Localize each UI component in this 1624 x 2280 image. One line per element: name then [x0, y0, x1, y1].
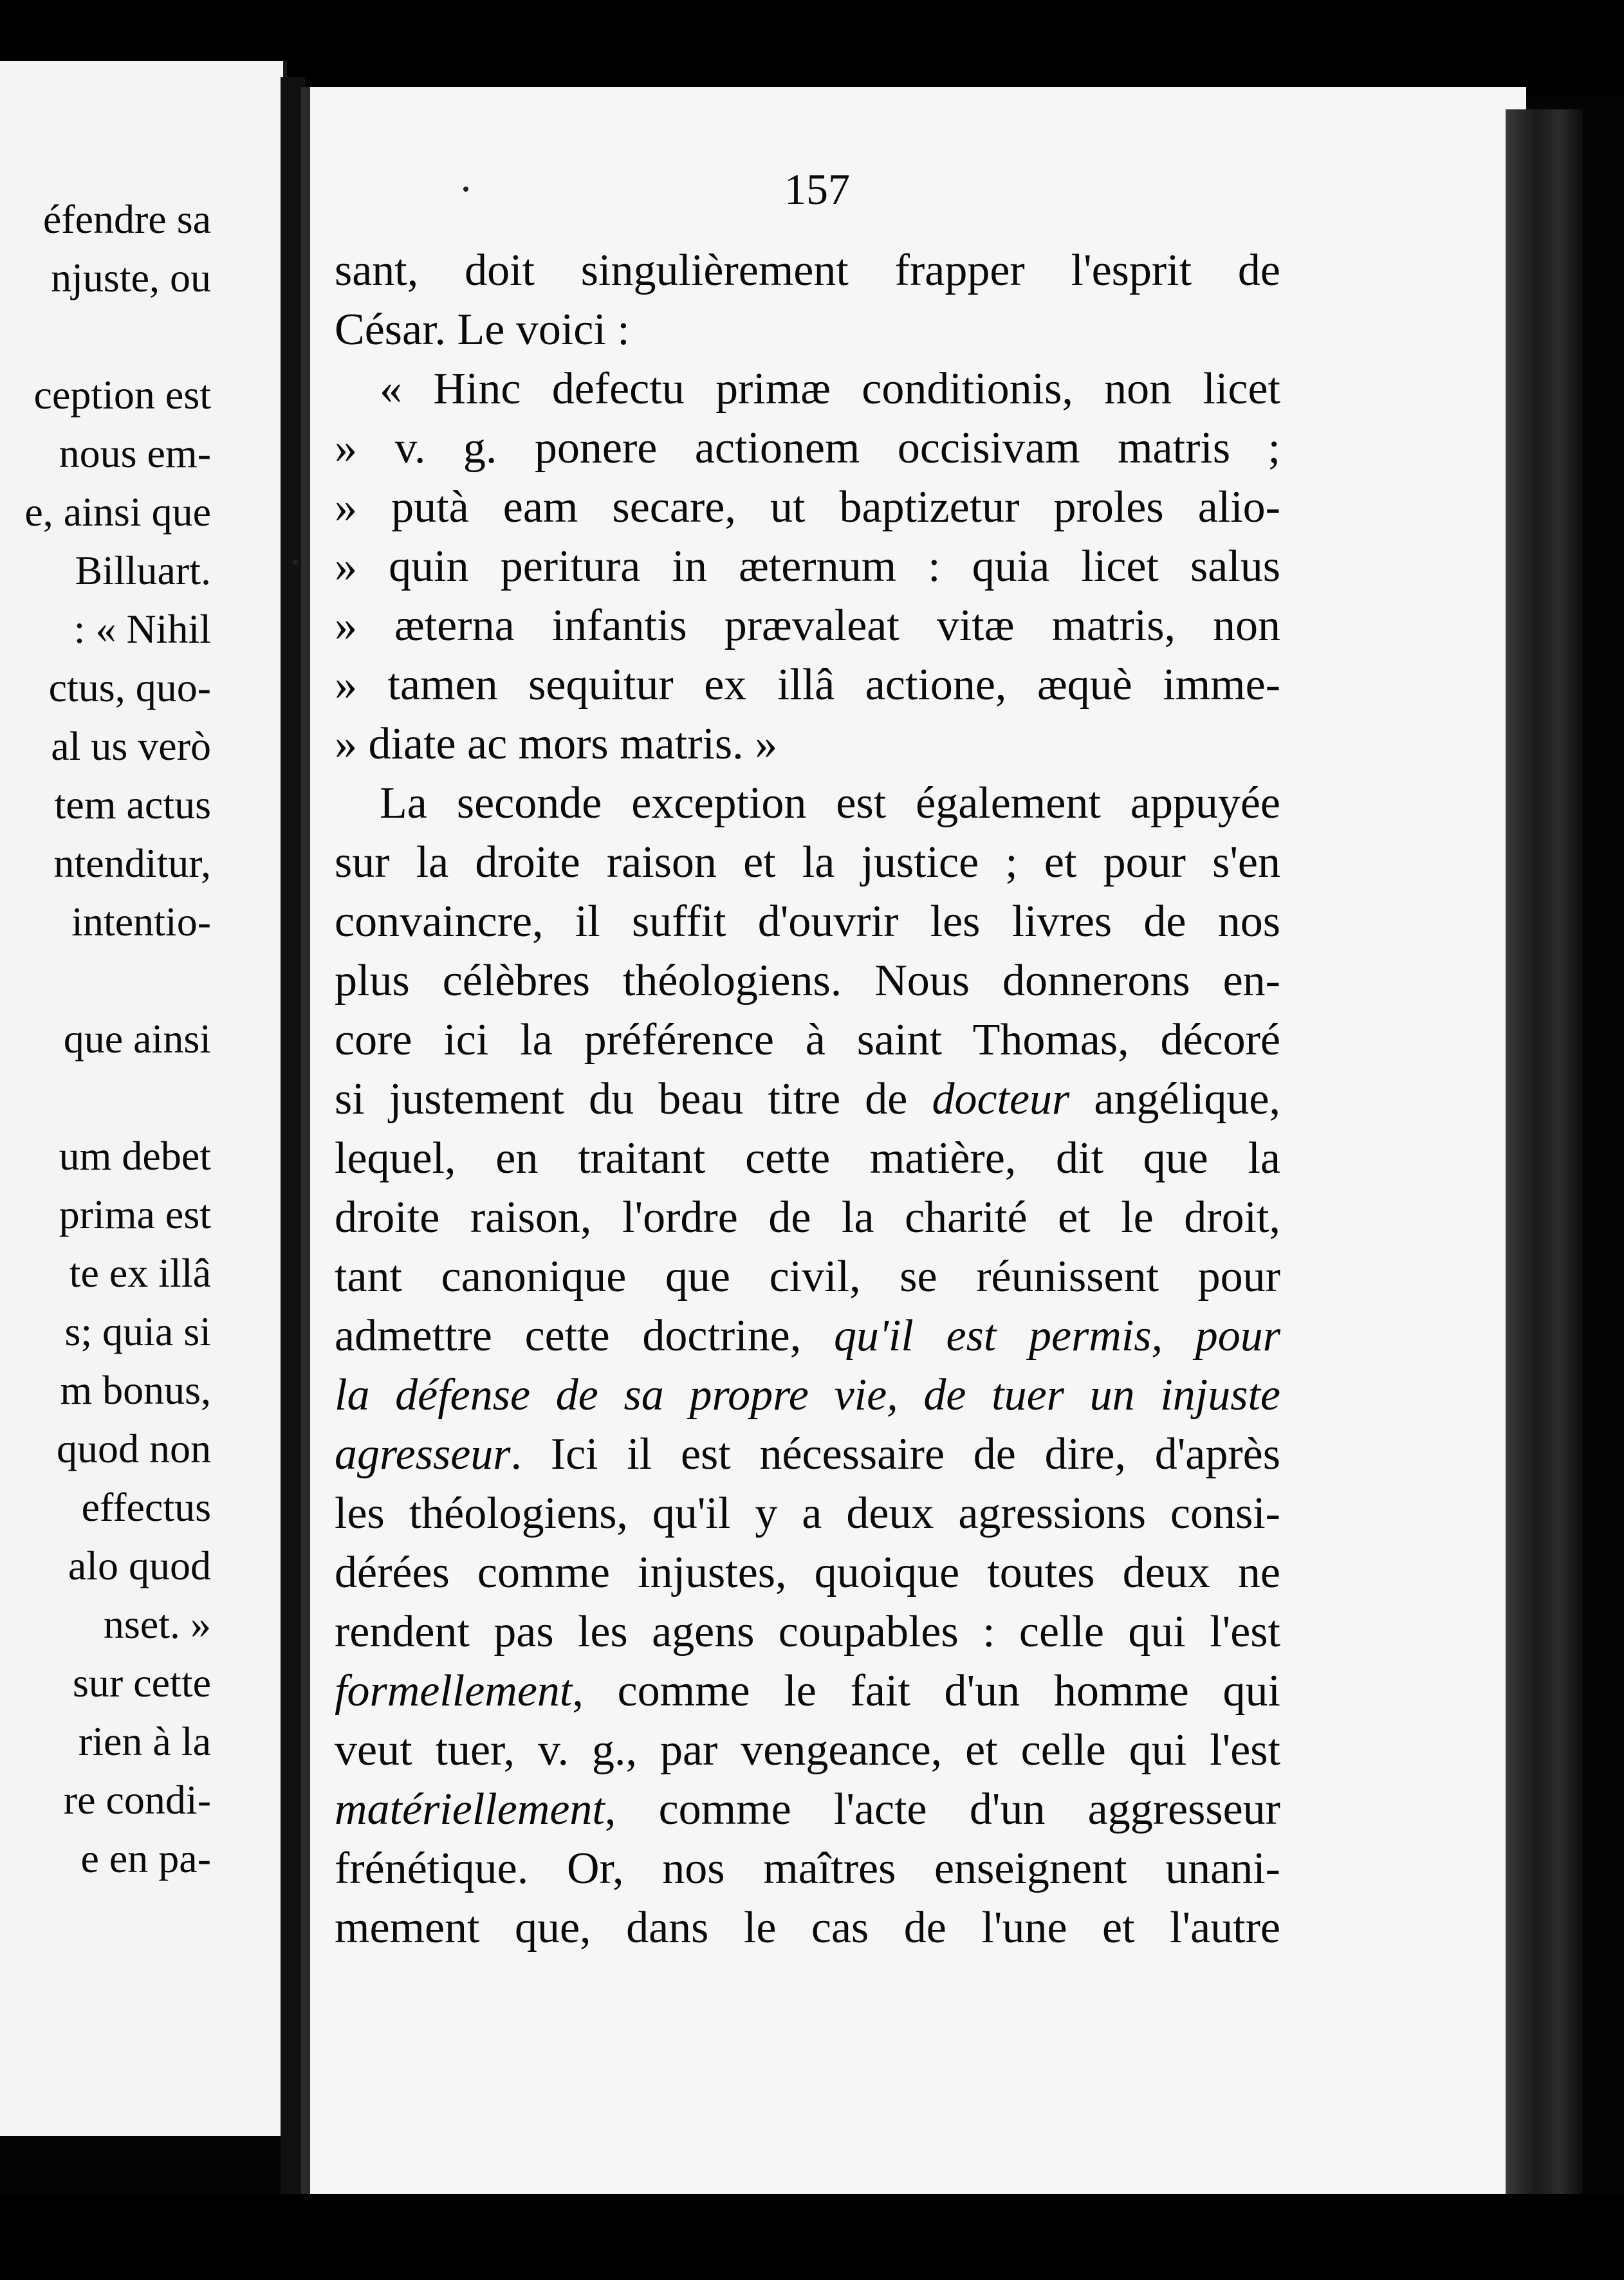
text-run: si justement du beau titre de: [335, 1074, 932, 1124]
text-line: mement que, dans le cas de l'une et l'autre: [335, 1903, 1280, 1953]
page-edge: [1506, 109, 1583, 2200]
text-line: César. Le voici :: [335, 305, 630, 354]
text-run: angélique,: [1069, 1074, 1280, 1124]
text-line: les théologiens, qu'il y a deux agressions consi-: [335, 1489, 1280, 1538]
left-page-line: [0, 951, 211, 1009]
paper-speck: [293, 560, 298, 565]
left-page-line: prima est: [59, 1191, 211, 1237]
left-page-line: [0, 1068, 211, 1126]
paper-speck: [463, 187, 468, 192]
italic-run: agresseur: [335, 1430, 511, 1479]
italic-run: docteur: [932, 1074, 1070, 1124]
left-page-line: re condi-: [63, 1777, 211, 1823]
text-run: , comme le fait d'un homme qui: [572, 1666, 1280, 1716]
left-page-line: nous em-: [59, 430, 211, 476]
text-run: admettre cette doctrine,: [335, 1311, 834, 1361]
left-page-line: intentio-: [71, 899, 211, 944]
left-page-line: Billuart.: [75, 547, 211, 593]
text-line: plus célèbres théologiens. Nous donnerons en-: [335, 956, 1280, 1006]
left-page-text: [0, 190, 211, 1888]
left-page-line: que ainsi: [63, 1016, 211, 1062]
left-page-line: m bonus,: [60, 1367, 211, 1413]
quote-line: » diate ac mors matris. »: [335, 719, 778, 769]
text-line: [335, 1662, 1280, 1721]
text-line: convaincre, il suffit d'ouvrir les livres de nos: [335, 897, 1280, 946]
text-line: core ici la préférence à saint Thomas, décoré: [335, 1015, 1280, 1065]
text-run: , comme l'acte d'un aggresseur: [604, 1785, 1280, 1834]
bottom-shadow: [0, 2194, 1624, 2280]
text-line: [335, 1070, 1280, 1129]
page-number: 157: [784, 165, 850, 214]
italic-run: matériellement: [335, 1785, 605, 1834]
left-page-line: rien à la: [78, 1718, 211, 1764]
left-page-line: njuste, ou: [51, 255, 211, 300]
quote-line: » quin peritura in æternum : quia licet salus: [335, 542, 1280, 591]
quote-line: » putà eam secare, ut baptizetur proles alio-: [335, 483, 1280, 532]
left-page-line: tem actus: [54, 782, 211, 827]
left-page-line: e en pa-: [80, 1835, 211, 1881]
text-line: [335, 1307, 1280, 1366]
left-page-line: ctus, quo-: [48, 665, 211, 710]
text-line: rendent pas les agens coupables : celle qui l'est: [335, 1607, 1280, 1657]
left-page-line: e, ainsi que: [24, 489, 211, 535]
italic-run: qu'il est permis, pour: [833, 1311, 1280, 1361]
quote-line: » æterna infantis prævaleat vitæ matris, non: [335, 601, 1280, 650]
left-page-line: ntenditur,: [53, 840, 211, 886]
left-page-line: [0, 307, 211, 365]
left-page-line: nset. »: [103, 1601, 211, 1647]
text-line: lequel, en traitant cette matière, dit que la: [335, 1134, 1280, 1183]
left-page-line: sur cette: [73, 1660, 211, 1705]
text-line: veut tuer, v. g., par vengeance, et celle qui l'est: [335, 1725, 1280, 1775]
text-line: [335, 1425, 1280, 1484]
left-page-line: : « Nihil: [73, 606, 211, 652]
text-line: sur la droite raison et la justice ; et pour s'en: [335, 838, 1280, 887]
left-page-line: te ex illâ: [69, 1250, 211, 1296]
left-page-line: ception est: [33, 372, 211, 418]
quote-line: » v. g. ponere actionem occisivam matris ;: [335, 423, 1280, 473]
text-run: . Ici il est nécessaire de dire, d'après: [510, 1430, 1280, 1479]
left-page-line: um debet: [59, 1133, 211, 1179]
page-body: [335, 241, 1280, 1958]
text-line: dérées comme injustes, quoique toutes deux ne: [335, 1548, 1280, 1597]
italic-run: formellement: [335, 1666, 573, 1716]
quote-line: » tamen sequitur ex illâ actione, æquè imme-: [335, 660, 1280, 710]
left-page-line: effectus: [81, 1484, 211, 1530]
text-line: frénétique. Or, nos maîtres enseignent unani-: [335, 1844, 1280, 1893]
left-page-line: quod non: [57, 1426, 211, 1471]
italic-run: la défense de sa propre vie, de tuer un injuste: [335, 1370, 1280, 1420]
left-page-line: alo quod: [68, 1543, 211, 1588]
quote-line: « Hinc defectu primæ conditionis, non licet: [380, 364, 1280, 414]
text-line: [335, 1366, 1280, 1425]
text-line: La seconde exception est également appuyée: [380, 778, 1280, 828]
text-line: tant canonique que civil, se réunissent pour: [335, 1252, 1280, 1301]
left-facing-page: [0, 61, 287, 2136]
text-line: [335, 1780, 1280, 1839]
left-page-line: éfendre sa: [42, 196, 211, 242]
text-line: droite raison, l'ordre de la charité et le droit,: [335, 1193, 1280, 1242]
text-line: sant, doit singulièrement frapper l'esprit de: [335, 246, 1280, 295]
left-page-line: al us verò: [51, 723, 211, 769]
left-page-line: s; quia si: [64, 1309, 211, 1354]
